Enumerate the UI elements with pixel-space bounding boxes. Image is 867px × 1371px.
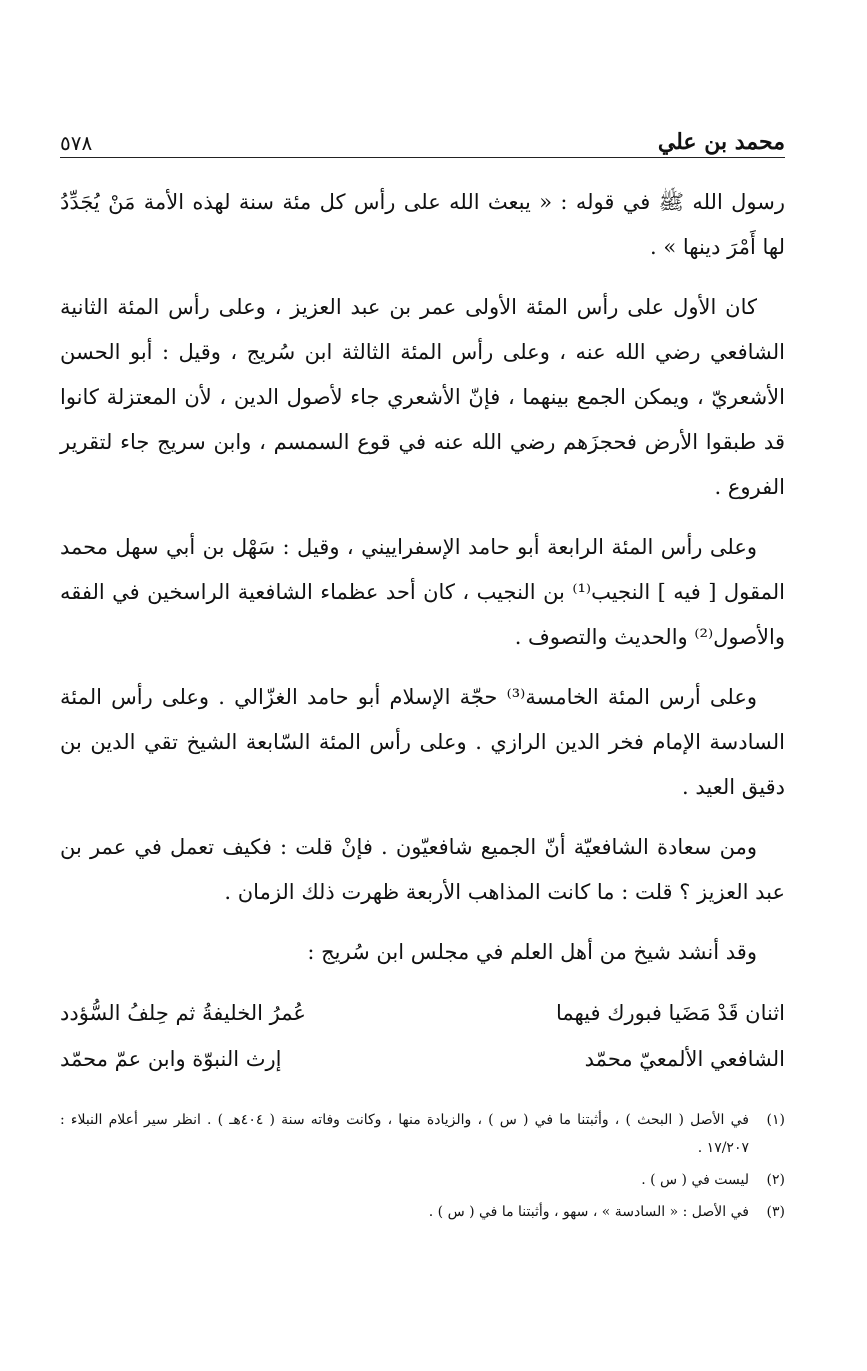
footnote <box>60 1166 785 1194</box>
footnote <box>60 1106 785 1162</box>
footnote-text: في الأصل ( البحث ) ، وأثبتنا ما في ( س ) ، والزيادة منها ، وكانت وفاته سنة ( ٤٠٤هـ ) . انظر سير أعلام النبلاء : ١٧/٢٠٧ . <box>60 1112 749 1156</box>
footnote-number: (٣) <box>766 1204 785 1220</box>
paragraph: ومن سعادة الشافعيّة أنّ الجميع شافعيّون . فإنْ قلت : فكيف تعمل في عمر بن عبد العزيز ؟ قلت : ما كانت المذاهب الأربعة ظهرت ذلك الزمان . <box>60 835 785 904</box>
footnote-text: ليست في ( س ) . <box>641 1172 749 1188</box>
poem <box>60 990 785 1082</box>
footnote-text: في الأصل : « السادسة » ، سهو ، وأثبتنا ما في ( س ) . <box>428 1204 749 1220</box>
main-text <box>60 180 785 1082</box>
running-header <box>60 125 785 158</box>
poem-verse <box>60 990 785 1036</box>
verse-first-hemistich: الشافعي الألمعيّ محمّد <box>584 1047 785 1071</box>
header-title: محمد بن علي <box>657 129 785 155</box>
paragraph: وقد أنشد شيخ من أهل العلم في مجلس ابن سُريج : <box>307 940 757 964</box>
poem-verse <box>60 1036 785 1082</box>
footnotes <box>60 1106 785 1226</box>
verse-second-hemistich: عُمرُ الخليفةُ ثم حِلفُ السُّؤدد <box>60 1001 306 1025</box>
paragraph: وعلى رأس المئة الرابعة أبو حامد الإسفراييني ، وقيل : سَهْل بن أبي سهل محمد المقول [ فيه ] النجيب⁽¹⁾ بن النجيب ، كان أحد عظماء الشافعية الراسخين في الفقه والأصول⁽²⁾ والحديث والتصوف . <box>60 535 785 649</box>
verse-second-hemistich: إرث النبوّة وابن عمّ محمّد <box>60 1047 282 1071</box>
footnote-number: (٢) <box>766 1172 785 1188</box>
page-number: ٥٧٨ <box>60 131 93 155</box>
footnote <box>60 1198 785 1226</box>
paragraph: وعلى أرس المئة الخامسة⁽³⁾ حجّة الإسلام أبو حامد الغزّالي . وعلى رأس المئة السادسة الإمام فخر الدين الرازي . وعلى رأس المئة السّابعة الشيخ تقي الدين بن دقيق العيد . <box>60 685 785 799</box>
verse-first-hemistich: اثنان قَدْ مَضَيا فبورك فيهما <box>555 1001 785 1025</box>
book-page <box>60 125 785 1230</box>
paragraph: رسول الله ﷺ في قوله : « يبعث الله على رأس كل مئة سنة لهذه الأمة مَنْ يُجَدِّدُ لها أَمْرَ دينها » . <box>60 190 785 259</box>
paragraph: كان الأول على رأس المئة الأولى عمر بن عبد العزيز ، وعلى رأس المئة الثانية الشافعي رضي الله عنه ، وعلى رأس المئة الثالثة ابن سُريج ، وقيل : أبو الحسن الأشعريّ ، ويمكن الجمع بينهما ، فإنّ الأشعري جاء لأصول الدين ، لأن المعتزلة كانوا قد طبقوا الأرض فحجزَهم رضي الله عنه في قوع السمسم ، وابن سريج جاء لتقرير الفروع . <box>60 295 785 499</box>
footnote-number: (١) <box>766 1112 785 1128</box>
